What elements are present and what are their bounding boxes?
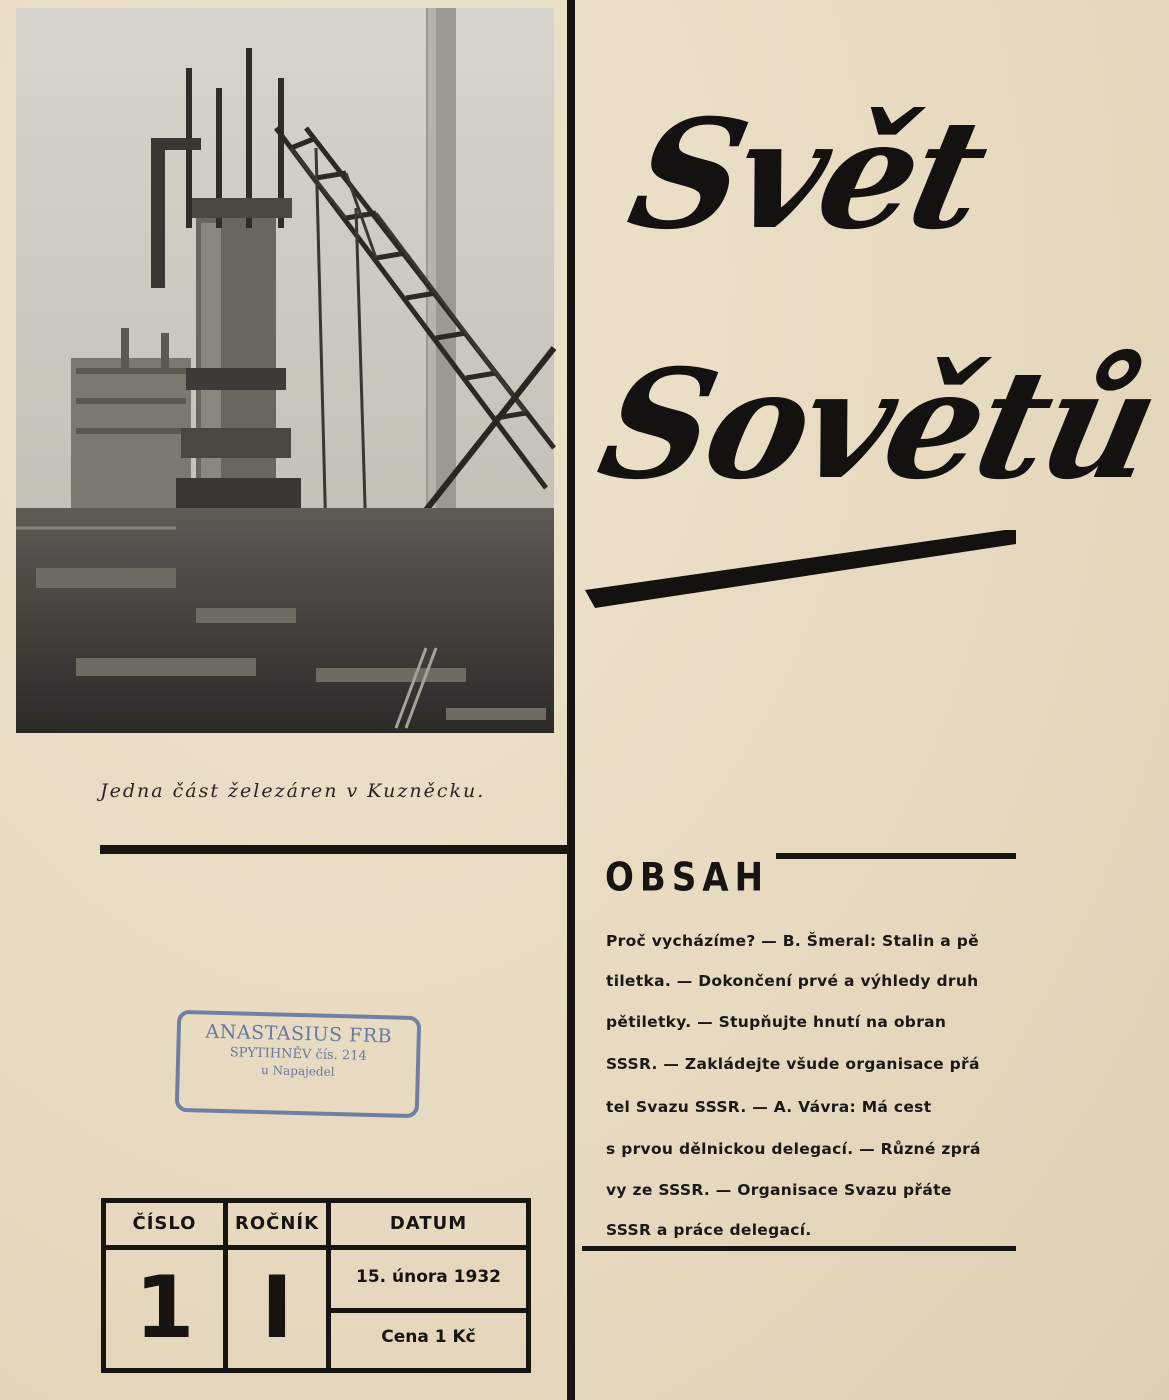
masthead-line-2: Sovětů — [586, 337, 1169, 513]
issue-info-table — [101, 1198, 531, 1373]
issue-price: Cena 1 Kč — [381, 1327, 476, 1347]
contents-line: tel Svazu SSSR. — A. Vávra: Má cest — [606, 1098, 932, 1116]
contents-line: tiletka. — Dokončení prvé a výhledy druh — [606, 972, 979, 990]
issue-volume: I — [261, 1258, 293, 1358]
caption-divider — [100, 845, 570, 854]
stamp-address: SPYTIHNĚV čís. 214 — [229, 1045, 367, 1064]
contents-line: Proč vycházíme? — B. Šmeral: Stalin a pě — [606, 932, 979, 950]
vertical-divider — [567, 0, 575, 1400]
contents-line: pětiletky. — Stupňujte hnutí na obran — [606, 1013, 947, 1031]
cover-photo — [16, 8, 554, 733]
issue-date: 15. února 1932 — [355, 1267, 501, 1287]
contents-bottom-divider — [582, 1246, 1016, 1251]
masthead — [585, 60, 1169, 600]
masthead-underline — [585, 530, 1016, 610]
contents-line: SSSR a práce delegací. — [606, 1221, 812, 1239]
number-label: ČÍSLO — [132, 1213, 197, 1234]
contents-title: OBSAH — [605, 855, 770, 901]
blast-furnace-image — [16, 8, 554, 733]
date-label: DATUM — [389, 1213, 468, 1234]
stamp-locality: u Napajedel — [260, 1063, 335, 1079]
ownership-stamp — [175, 1010, 422, 1118]
volume-label: ROČNÍK — [234, 1213, 320, 1234]
contents-line: vy ze SSSR. — Organisace Svazu přáte — [606, 1181, 952, 1199]
contents-line: SSSR. — Zakládejte všude organisace přá — [606, 1055, 980, 1073]
contents-line: s prvou dělnickou delegací. — Různé zprá — [606, 1140, 981, 1158]
issue-number: 1 — [134, 1258, 195, 1358]
masthead-line-1: Svět — [616, 87, 998, 263]
obsah-divider — [776, 853, 1016, 859]
photo-caption: Jedna část železáren v Kuzněcku. — [100, 780, 486, 802]
stamp-owner: ANASTASIUS FRB — [205, 1020, 393, 1048]
